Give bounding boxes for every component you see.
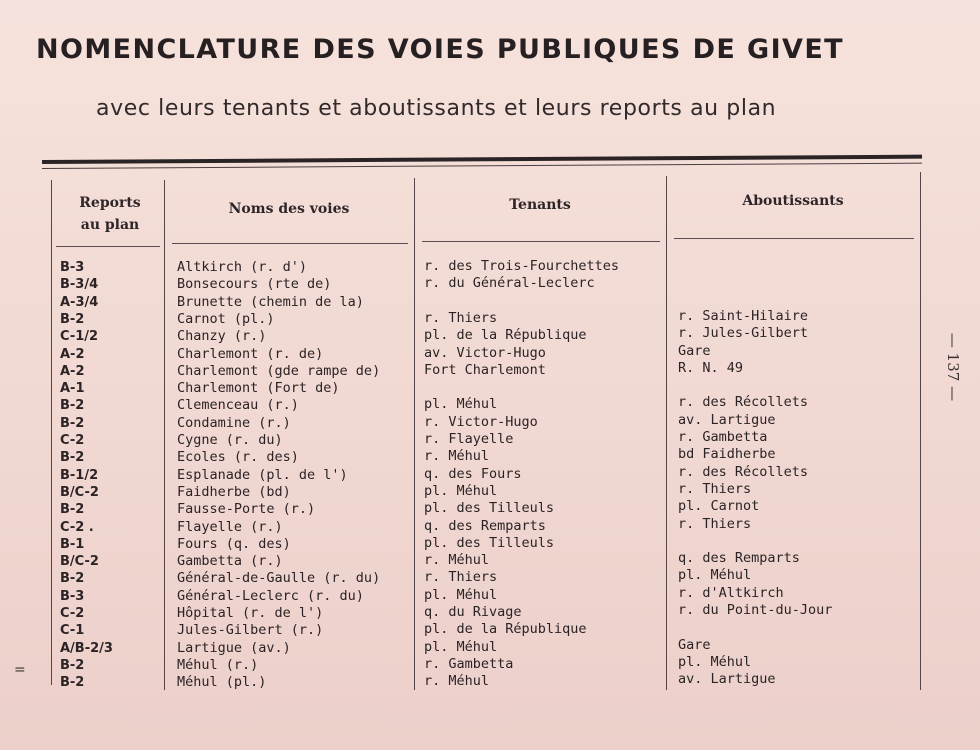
street-name-cell: Général-Leclerc (r. du) bbox=[177, 587, 364, 604]
aboutissant-cell: av. Lartigue bbox=[678, 671, 776, 688]
page-title: NOMENCLATURE DES VOIES PUBLIQUES DE GIVET bbox=[36, 34, 844, 65]
aboutissant-cell: pl. Carnot bbox=[678, 498, 760, 515]
table-row bbox=[0, 602, 980, 622]
table-row bbox=[0, 653, 980, 674]
tenant-cell: r. Gambetta bbox=[424, 655, 514, 672]
header-noms: Noms des voies bbox=[228, 201, 350, 217]
aboutissant-cell: q. des Remparts bbox=[678, 550, 800, 567]
tenant-cell: pl. Méhul bbox=[424, 482, 498, 499]
tenant-cell: r. Méhul bbox=[424, 552, 490, 569]
tenant-cell: r. Méhul bbox=[424, 673, 490, 690]
tenant-cell: r. Thiers bbox=[424, 569, 498, 586]
table-row bbox=[0, 480, 980, 501]
street-name-cell: Bonsecours (rte de) bbox=[177, 276, 332, 293]
report-cell: B/C-2 bbox=[60, 484, 99, 500]
table-row bbox=[0, 411, 980, 432]
street-name-cell: Cygne (r. du) bbox=[177, 432, 283, 448]
aboutissant-cell: r. Gambetta bbox=[678, 429, 768, 445]
tenant-cell: r. Victor-Hugo bbox=[424, 413, 538, 430]
aboutissant-cell: av. Lartigue bbox=[678, 411, 776, 428]
street-name-cell: Général-de-Gaulle (r. du) bbox=[177, 570, 381, 587]
report-cell: B-3/4 bbox=[60, 277, 99, 293]
report-cell: C-1/2 bbox=[60, 329, 99, 345]
tenant-cell: pl. de la République bbox=[424, 327, 587, 344]
aboutissant-cell: bd Faidherbe bbox=[678, 446, 776, 463]
aboutissant-cell: R. N. 49 bbox=[678, 359, 744, 376]
report-cell: C-2 . bbox=[60, 519, 94, 535]
report-cell: B-2 bbox=[60, 657, 85, 673]
tenant-cell: pl. Méhul bbox=[424, 396, 498, 413]
table-row bbox=[0, 359, 980, 380]
table-row bbox=[0, 276, 980, 293]
street-name-cell: Charlemont (Fort de) bbox=[177, 380, 340, 397]
header-reports-line1: Reports bbox=[79, 195, 141, 211]
aboutissant-cell: r. des Récollets bbox=[678, 394, 809, 411]
street-name-cell: Brunette (chemin de la) bbox=[177, 293, 364, 310]
street-name-cell: Charlemont (r. de) bbox=[177, 345, 324, 362]
street-name-cell: Méhul (pl.) bbox=[177, 674, 267, 691]
report-cell: B-2 bbox=[60, 415, 85, 431]
tenant-cell: Fort Charlemont bbox=[424, 361, 546, 378]
table-row bbox=[0, 515, 980, 536]
table-row bbox=[0, 380, 980, 397]
header-reports-line2: au plan bbox=[80, 217, 140, 233]
header-underline-aboutissants bbox=[674, 238, 914, 239]
table-row bbox=[0, 622, 980, 639]
street-name-cell: Gambetta (r.) bbox=[177, 553, 283, 570]
tenant-cell: r. Méhul bbox=[424, 448, 490, 465]
tenant-cell: r. du Général-Leclerc bbox=[424, 275, 595, 292]
report-cell: B-2 bbox=[60, 398, 85, 414]
street-name-cell: Esplanade (pl. de l') bbox=[177, 466, 348, 483]
report-cell: B-1/2 bbox=[60, 467, 99, 483]
aboutissant-cell: Gare bbox=[678, 636, 711, 653]
aboutissant-cell: r. Thiers bbox=[678, 515, 752, 532]
table-row bbox=[0, 307, 980, 328]
street-name-cell: Charlemont (gde rampe de) bbox=[177, 362, 381, 379]
margin-mark: = bbox=[14, 662, 26, 678]
header-tenants: Tenants bbox=[509, 197, 571, 213]
table-row bbox=[0, 429, 980, 449]
aboutissant-cell: r. Jules-Gilbert bbox=[678, 325, 809, 342]
aboutissant-cell: r. Saint-Hilaire bbox=[678, 307, 809, 324]
table-row bbox=[0, 498, 980, 518]
table-row bbox=[0, 636, 980, 657]
header-underline-reports bbox=[56, 246, 160, 247]
report-cell: B-2 bbox=[60, 502, 85, 518]
page-subtitle: avec leurs tenants et aboutissants et leurs reports au plan bbox=[96, 96, 777, 121]
table-row bbox=[0, 294, 980, 311]
tenant-cell: r. des Trois-Fourchettes bbox=[424, 258, 620, 274]
aboutissant-cell: r. du Point-du-Jour bbox=[678, 602, 833, 618]
report-cell: A-3/4 bbox=[60, 294, 99, 310]
report-cell: B-2 bbox=[60, 450, 85, 466]
street-name-cell: Lartigue (av.) bbox=[177, 639, 291, 656]
report-cell: B-2 bbox=[60, 311, 85, 327]
table-row bbox=[0, 584, 980, 605]
street-name-cell: Condamine (r.) bbox=[177, 414, 291, 431]
street-name-cell: Faidherbe (bd) bbox=[177, 483, 291, 500]
report-cell: C-1 bbox=[60, 623, 85, 639]
tenant-cell: pl. Méhul bbox=[424, 586, 498, 603]
report-cell: A-2 bbox=[60, 346, 85, 362]
tenant-cell: q. des Remparts bbox=[424, 517, 546, 534]
aboutissant-cell: r. des Récollets bbox=[678, 463, 809, 480]
street-name-cell: Hôpital (r. de l') bbox=[177, 605, 324, 621]
street-name-cell: Méhul (r.) bbox=[177, 656, 259, 673]
street-name-cell: Fausse-Porte (r.) bbox=[177, 501, 316, 518]
aboutissant-cell: pl. Méhul bbox=[678, 567, 752, 584]
table-row bbox=[0, 259, 980, 276]
table-row bbox=[0, 671, 980, 691]
header-underline-tenants bbox=[422, 241, 660, 242]
street-name-cell: Jules-Gilbert (r.) bbox=[177, 622, 324, 639]
table-row bbox=[0, 325, 980, 345]
tenant-cell: r. Thiers bbox=[424, 309, 498, 326]
report-cell: A/B-2/3 bbox=[60, 640, 113, 656]
aboutissant-cell: pl. Méhul bbox=[678, 653, 752, 670]
report-cell: C-2 bbox=[60, 606, 85, 621]
report-cell: A-1 bbox=[60, 381, 85, 397]
aboutissant-cell: r. Thiers bbox=[678, 480, 752, 497]
street-name-cell: Clemenceau (r.) bbox=[177, 397, 299, 414]
aboutissant-cell: r. d'Altkirch bbox=[678, 584, 784, 601]
tenant-cell: q. du Rivage bbox=[424, 604, 522, 620]
tenant-cell: q. des Fours bbox=[424, 465, 522, 482]
report-cell: B-2 bbox=[60, 675, 85, 691]
header-underline-noms bbox=[172, 243, 408, 244]
street-name-cell: Fours (q. des) bbox=[177, 535, 291, 552]
header-reports bbox=[56, 192, 164, 236]
report-cell: B/C-2 bbox=[60, 554, 99, 570]
street-name-cell: Chanzy (r.) bbox=[177, 328, 267, 345]
street-name-cell: Flayelle (r.) bbox=[177, 518, 283, 535]
page-number: — 137 — bbox=[944, 332, 962, 402]
report-cell: B-1 bbox=[60, 536, 85, 552]
table-row bbox=[0, 342, 980, 363]
tenant-cell: r. Flayelle bbox=[424, 431, 514, 447]
report-cell: B-2 bbox=[60, 571, 85, 587]
report-cell: B-3 bbox=[60, 588, 85, 604]
street-name-cell: Ecoles (r. des) bbox=[177, 449, 299, 466]
tenant-cell: pl. des Tilleuls bbox=[424, 500, 555, 517]
table-top-rule-thin bbox=[42, 163, 922, 169]
table-row bbox=[0, 550, 980, 570]
tenant-cell: pl. des Tilleuls bbox=[424, 534, 555, 551]
street-name-cell: Altkirch (r. d') bbox=[177, 259, 308, 275]
table-row bbox=[0, 567, 980, 587]
table-row bbox=[0, 394, 980, 414]
report-cell: A-2 bbox=[60, 363, 85, 379]
tenant-cell: pl. de la République bbox=[424, 621, 587, 638]
tenant-cell: av. Victor-Hugo bbox=[424, 344, 546, 361]
table-row bbox=[0, 446, 980, 466]
aboutissant-cell: Gare bbox=[678, 342, 711, 359]
header-aboutissants: Aboutissants bbox=[742, 193, 844, 209]
street-name-cell: Carnot (pl.) bbox=[177, 310, 275, 327]
report-cell: B-3 bbox=[60, 260, 85, 275]
table-row bbox=[0, 536, 980, 553]
tenant-cell: pl. Méhul bbox=[424, 638, 498, 655]
table-row bbox=[0, 463, 980, 484]
report-cell: C-2 bbox=[60, 433, 85, 448]
